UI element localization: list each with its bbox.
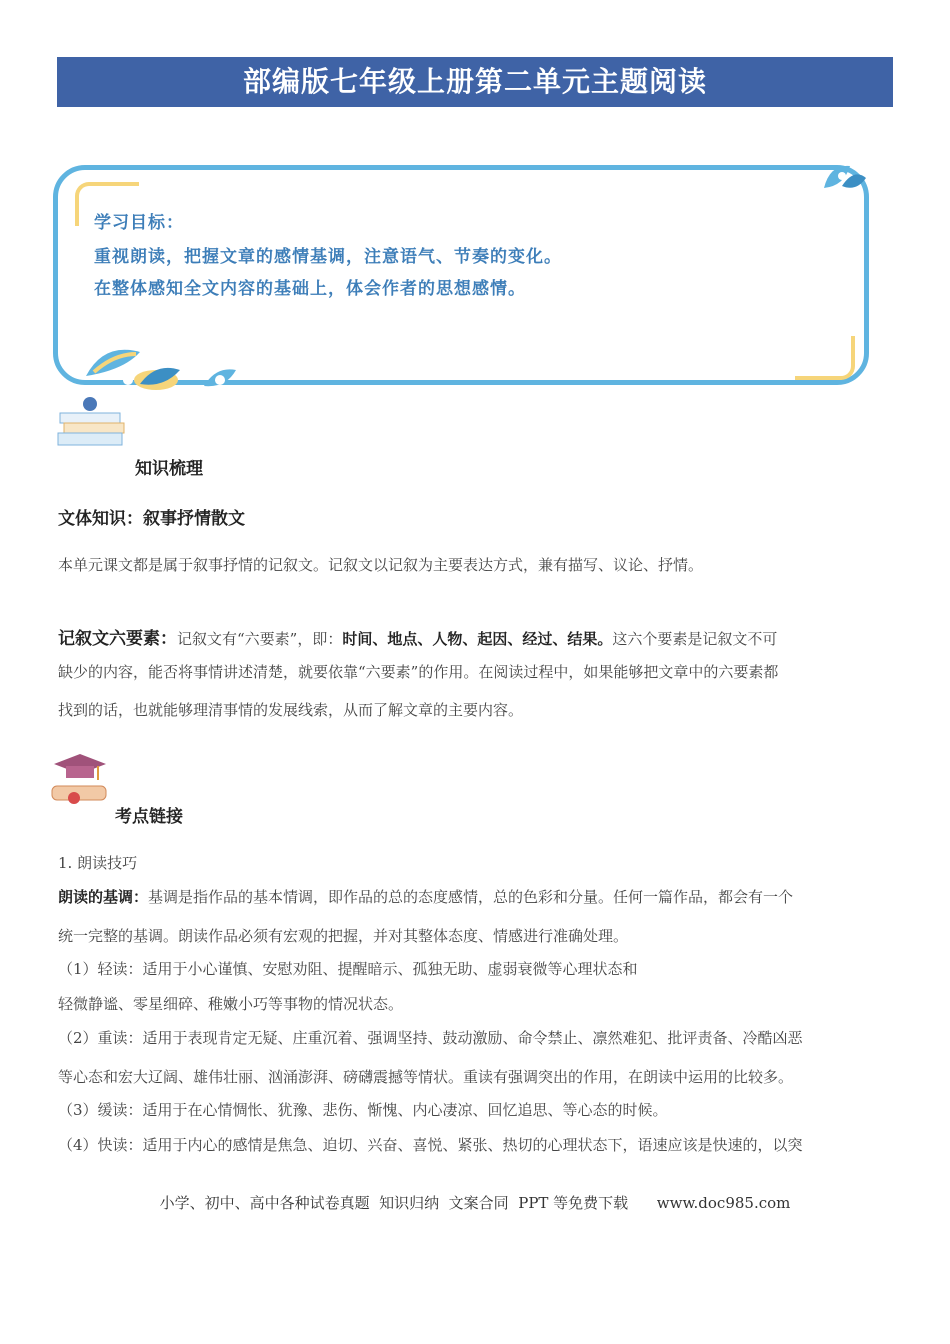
page-title: 部编版七年级上册第二单元主题阅读	[242, 65, 707, 98]
leaf-icon	[820, 160, 868, 196]
slow-read-line: （3）缓读：适用于在心情惆怅、犹豫、悲伤、惭愧、内心凄凉、回忆追思、等心态的时候。	[58, 1101, 668, 1119]
light-read-line: 轻微静谧、零星细碎、稚嫩小巧等事物的情况状态。	[58, 995, 404, 1013]
tone-label: 朗读的基调：	[58, 888, 149, 906]
heavy-read-line: （2）重读：适用于表现肯定无疑、庄重沉着、强调坚持、鼓动激励、命令禁止、凛然难犯、批评责备、冷酷凶恶	[58, 1029, 803, 1047]
list-item: 1. 朗读技巧	[58, 854, 138, 872]
genre-text: 本单元课文都是属于叙事抒情的记叙文。记叙文以记叙为主要表达方式，兼有描写、议论、抒情。	[58, 556, 704, 574]
goal-item: 在整体感知全文内容的基础上，体会作者的思想感情。	[94, 279, 526, 299]
six-elements-tail: 这六个要素是记叙文不可	[612, 630, 778, 648]
section-heading-knowledge: 知识梳理	[135, 459, 203, 479]
genre-title: 文体知识：叙事抒情散文	[58, 509, 245, 529]
six-elements-line	[58, 624, 777, 649]
header-bar	[57, 57, 893, 107]
fast-read-line: （4）快读：适用于内心的感情是焦急、迫切、兴奋、喜悦、紧张、热切的心理状态下，语速应该是快速的，以突	[58, 1136, 803, 1154]
graduation-cap-icon	[48, 752, 110, 812]
books-icon	[56, 395, 128, 451]
footer-text: 小学、初中、高中各种试卷真题 知识归纳 文案合同 PPT 等免费下载 www.doc985.com	[159, 1194, 791, 1212]
heavy-read-line: 等心态和宏大辽阔、雄伟壮丽、汹涌澎湃、磅礴震撼等情状。重读有强调突出的作用，在朗读中运用的比较多。	[58, 1068, 794, 1086]
corner-decoration	[795, 336, 855, 380]
goal-item: 重视朗读，把握文章的感情基调，注意语气、节奏的变化。	[94, 247, 562, 267]
six-elements-line: 缺少的内容，能否将事情讲述清楚，就要依靠“六要素”的作用。在阅读过程中，如果能够把文章中的六要素都	[58, 663, 779, 681]
tone-line	[58, 886, 793, 907]
tone-line: 统一完整的基调。朗读作品必须有宏观的把握，并对其整体态度、情感进行准确处理。	[58, 927, 629, 945]
light-read-line: （1）轻读：适用于小心谨慎、安慰劝阻、提醒暗示、孤独无助、虚弱衰微等心理状态和	[58, 960, 638, 978]
tone-text: 基调是指作品的基本情调，即作品的总的态度感情，总的色彩和分量。任何一篇作品，都会有一个	[148, 888, 794, 906]
six-elements-line: 找到的话，也就能够理清事情的发展线索，从而了解文章的主要内容。	[58, 701, 524, 719]
six-elements-list: 时间、地点、人物、起因、经过、结果。	[342, 630, 613, 648]
leaf-cluster-icon	[84, 340, 244, 392]
six-elements-label: 记叙文六要素：	[58, 629, 177, 649]
section-heading-exam: 考点链接	[115, 807, 183, 827]
goals-label: 学习目标：	[94, 213, 184, 233]
six-elements-lead: 记叙文有“六要素”，即：	[177, 630, 343, 648]
